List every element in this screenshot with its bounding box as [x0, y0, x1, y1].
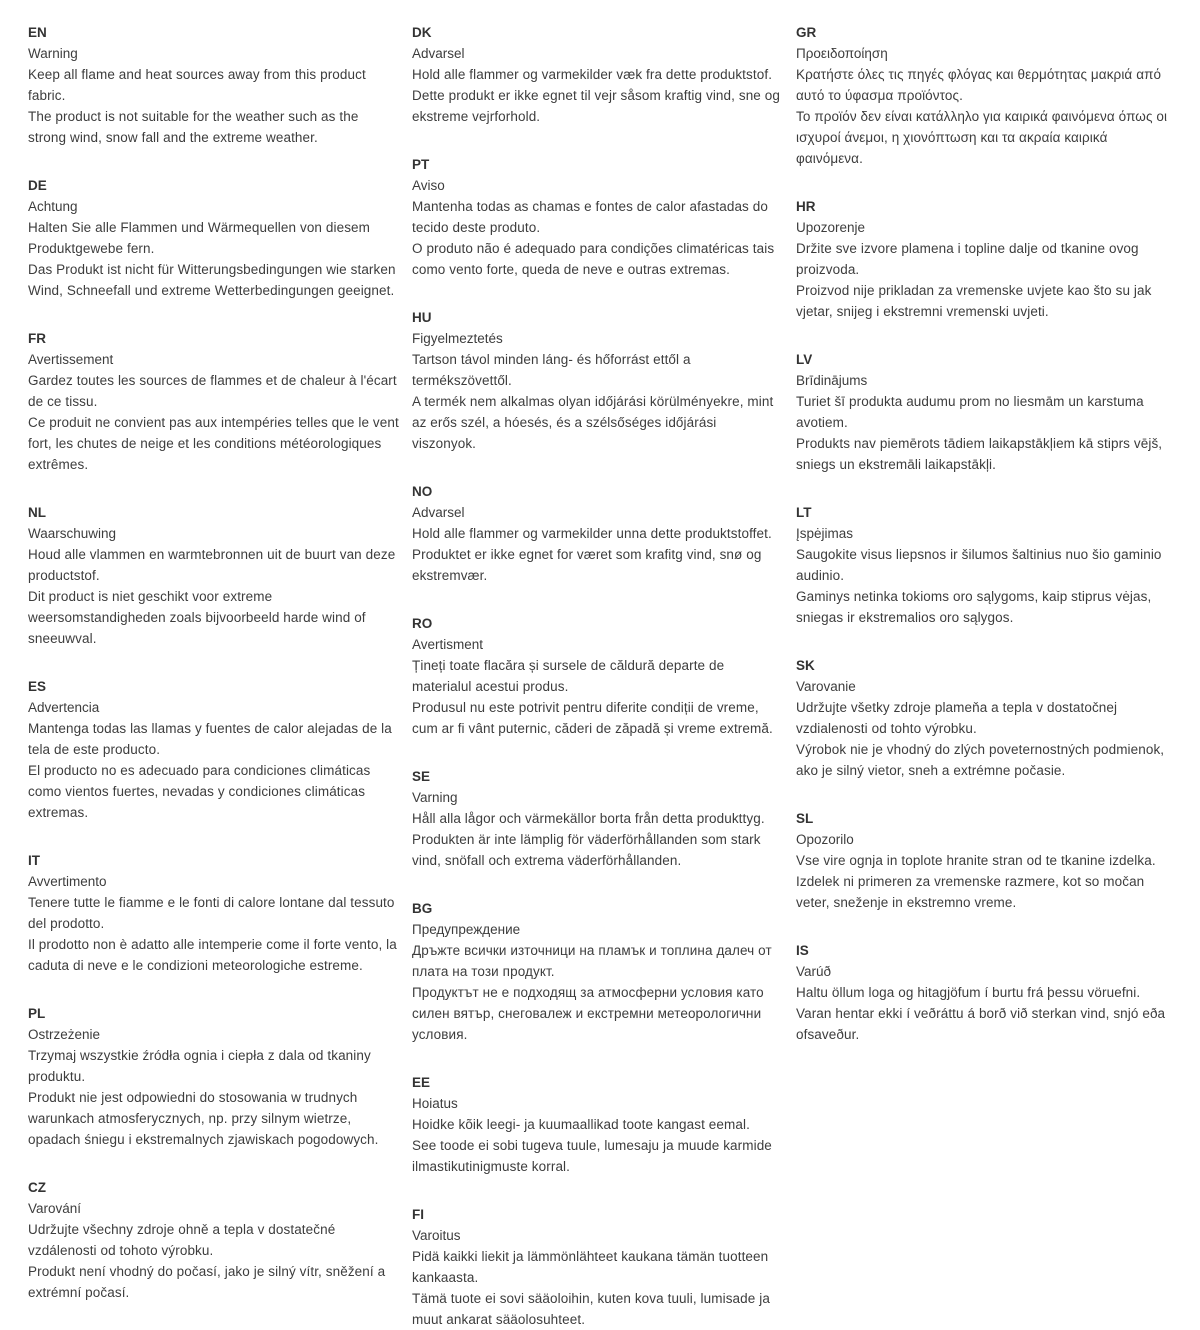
language-code: LT	[796, 505, 812, 520]
language-code: HR	[796, 199, 816, 214]
warning-paragraph: Pidä kaikki liekit ja lämmönlähteet kaukana tämän tuotteen kankaasta.	[412, 1249, 769, 1285]
warning-title: Opozorilo	[796, 832, 854, 847]
language-code: RO	[412, 616, 433, 631]
warning-paragraph: Produktet er ikke egnet for været som krafitg vind, snø og ekstremvær.	[412, 547, 762, 583]
warning-title: Avertissement	[28, 352, 114, 367]
warning-paragraph: Ce produit ne convient pas aux intempéries telles que le vent fort, les chutes de neige et les conditions météorologiques extrêmes.	[28, 415, 399, 472]
language-section-pt	[412, 154, 784, 280]
language-section-gr	[796, 22, 1168, 169]
language-section-de	[28, 175, 400, 301]
language-code: LV	[796, 352, 813, 367]
warning-paragraph: Tenere tutte le fiamme e le fonti di calore lontane dal tessuto del prodotto.	[28, 895, 395, 931]
warning-title: Upozorenje	[796, 220, 866, 235]
warning-paragraph: Hoidke kõik leegi- ja kuumaallikad toote kangast eemal.	[412, 1117, 750, 1132]
warning-paragraph: Продуктът не е подходящ за атмосферни условия като силен вятър, снеговалеж и екстремни метеорологични условия.	[412, 985, 764, 1042]
warning-title: Advertencia	[28, 700, 100, 715]
warning-paragraph: Turiet šī produkta audumu prom no liesmām un karstuma avotiem.	[796, 394, 1144, 430]
warning-title: Avertisment	[412, 637, 484, 652]
warning-paragraph: Proizvod nije prikladan za vremenske uvjete kao što su jak vjetar, snijeg i ekstremni vremenski uvjeti.	[796, 283, 1152, 319]
warning-title: Предупреждение	[412, 922, 521, 937]
language-section-fr	[28, 328, 400, 475]
language-section-sk	[796, 655, 1168, 781]
warning-paragraph: Дръжте всички източници на пламък и топлина далеч от плата на този продукт.	[412, 943, 772, 979]
language-section-fi	[412, 1204, 784, 1330]
warning-paragraph: Hold alle flammer og varmekilder unna dette produktstoffet.	[412, 526, 772, 541]
language-code: DK	[412, 25, 432, 40]
warning-paragraph: Vse vire ognja in toplote hranite stran od te tkanine izdelka.	[796, 853, 1156, 868]
warning-paragraph: Saugokite visus liepsnos ir šilumos šaltinius nuo šio gaminio audinio.	[796, 547, 1162, 583]
warning-paragraph: O produto não é adequado para condições climatéricas tais como vento forte, queda de neve e outras extremas.	[412, 241, 775, 277]
language-code: FI	[412, 1207, 424, 1222]
language-section-ro	[412, 613, 784, 739]
language-code: EN	[28, 25, 47, 40]
warning-title: Hoiatus	[412, 1096, 458, 1111]
language-code: EE	[412, 1075, 431, 1090]
language-section-ee	[412, 1072, 784, 1177]
warning-paragraph: Varan hentar ekki í veðráttu á borð við sterkan vind, snjó eða ofsaveður.	[796, 1006, 1166, 1042]
language-code: FR	[28, 331, 46, 346]
warning-paragraph: Gardez toutes les sources de flammes et de chaleur à l'écart de ce tissu.	[28, 373, 397, 409]
text-column-3	[796, 22, 1168, 1200]
language-section-bg	[412, 898, 784, 1045]
warning-title: Varování	[28, 1201, 82, 1216]
language-section-no	[412, 481, 784, 586]
warning-title: Varúð	[796, 964, 832, 979]
language-code: SK	[796, 658, 815, 673]
warning-title: Προειδοποίηση	[796, 46, 888, 61]
warning-title: Figyelmeztetés	[412, 331, 503, 346]
warning-paragraph: Das Produkt ist nicht für Witterungsbedingungen wie starken Wind, Schneefall und extreme Wetterbedingungen geeignet.	[28, 262, 396, 298]
warning-paragraph: Trzymaj wszystkie źródła ognia i ciepła z dala od tkaniny produktu.	[28, 1048, 371, 1084]
warning-paragraph: Gaminys netinka tokioms oro sąlygoms, kaip stiprus vėjas, sniegas ir ekstremalios oro sąlygos.	[796, 589, 1152, 625]
warning-paragraph: The product is not suitable for the weather such as the strong wind, snow fall and the extreme weather.	[28, 109, 359, 145]
warning-paragraph: See toode ei sobi tugeva tuule, lumesaju ja muude karmide ilmastikutinigmuste korral.	[412, 1138, 772, 1174]
warning-title: Brīdinājums	[796, 373, 868, 388]
warning-paragraph: Mantenha todas as chamas e fontes de calor afastadas do tecido deste produto.	[412, 199, 768, 235]
language-section-es	[28, 676, 400, 823]
warning-title: Aviso	[412, 178, 445, 193]
warning-title: Varoitus	[412, 1228, 461, 1243]
language-section-hu	[412, 307, 784, 454]
language-section-se	[412, 766, 784, 871]
warning-paragraph: Mantenga todas las llamas y fuentes de calor alejadas de la tela de este producto.	[28, 721, 392, 757]
warning-paragraph: Țineți toate flacăra și sursele de căldură departe de materialul acestui produs.	[412, 658, 725, 694]
language-code: IS	[796, 943, 809, 958]
warning-paragraph: Dit product is niet geschikt voor extreme weersomstandigheden zoals bijvoorbeeld harde wind of sneeuwval.	[28, 589, 366, 646]
warning-paragraph: Håll alla lågor och värmekällor borta från detta produkttyg.	[412, 811, 765, 826]
warning-title: Advarsel	[412, 46, 465, 61]
language-section-lt	[796, 502, 1168, 628]
language-section-pl	[28, 1003, 400, 1150]
warning-paragraph: Halten Sie alle Flammen und Wärmequellen von diesem Produktgewebe fern.	[28, 220, 371, 256]
warning-title: Waarschuwing	[28, 526, 117, 541]
warning-paragraph: Produkten är inte lämplig för väderförhållanden som stark vind, snöfall och extrema väderförhållanden.	[412, 832, 761, 868]
warning-paragraph: Dette produkt er ikke egnet til vejr såsom kraftig vind, sne og ekstreme vejrforhold.	[412, 88, 780, 124]
warning-paragraph: Udržujte všetky zdroje plameňa a tepla v dostatočnej vzdialenosti od tohto výrobku.	[796, 700, 1118, 736]
language-code: NO	[412, 484, 433, 499]
warning-paragraph: Haltu öllum loga og hitagjöfum í burtu frá þessu vöruefni.	[796, 985, 1141, 1000]
warning-title: Achtung	[28, 199, 78, 214]
warning-paragraph: Το προϊόν δεν είναι κατάλληλο για καιρικά φαινόμενα όπως οι ισχυροί άνεμοι, η χιονόπτωση και τα ακραία καιρικά φαινόμενα.	[796, 109, 1168, 166]
warning-paragraph: Keep all flame and heat sources away from this product fabric.	[28, 67, 366, 103]
warning-paragraph: Il prodotto non è adatto alle intemperie come il forte vento, la caduta di neve e le condizioni meteorologiche estreme.	[28, 937, 397, 973]
warning-paragraph: Tartson távol minden láng- és hőforrást ettől a termékszövettől.	[412, 352, 691, 388]
warning-title: Ostrzeżenie	[28, 1027, 101, 1042]
language-code: SE	[412, 769, 431, 784]
text-column-2	[412, 22, 784, 1327]
language-code: ES	[28, 679, 47, 694]
warning-paragraph: Produsul nu este potrivit pentru diferite condiții de vreme, cum ar fi vânt puternic, căderi de zăpadă și vreme extremă.	[412, 700, 773, 736]
warning-paragraph: Houd alle vlammen en warmtebronnen uit de buurt van deze productstof.	[28, 547, 396, 583]
language-section-hr	[796, 196, 1168, 322]
language-section-dk	[412, 22, 784, 127]
warning-paragraph: El producto no es adecuado para condiciones climáticas como vientos fuertes, nevadas y condiciones climáticas extremas.	[28, 763, 371, 820]
language-section-nl	[28, 502, 400, 649]
warning-paragraph: Produkt nie jest odpowiedni do stosowania w trudnych warunkach atmosferycznych, np. przy silnym wietrze, opadach śniegu i ekstremalnych zjawiskach pogodowych.	[28, 1090, 379, 1147]
warning-title: Varovanie	[796, 679, 856, 694]
warning-paragraph: Udržujte všechny zdroje ohně a tepla v dostatečné vzdálenosti od tohoto výrobku.	[28, 1222, 336, 1258]
warning-paragraph: A termék nem alkalmas olyan időjárási körülményekre, mint az erős szél, a hóesés, és a szélsőséges időjárási viszonyok.	[412, 394, 774, 451]
language-section-lv	[796, 349, 1168, 475]
warning-paragraph: Produkts nav piemērots tādiem laikapstākļiem kā stiprs vējš, sniegs un ekstremāli laikapstākļi.	[796, 436, 1163, 472]
language-section-it	[28, 850, 400, 976]
warning-title: Varning	[412, 790, 458, 805]
warning-title: Advarsel	[412, 505, 465, 520]
language-code: PT	[412, 157, 430, 172]
language-code: IT	[28, 853, 40, 868]
language-code: GR	[796, 25, 817, 40]
language-code: NL	[28, 505, 46, 520]
language-code: DE	[28, 178, 47, 193]
warning-title: Warning	[28, 46, 78, 61]
warning-paragraph: Výrobok nie je vhodný do zlých poveternostných podmienok, ako je silný vietor, sneh a extrémne počasie.	[796, 742, 1165, 778]
language-code: HU	[412, 310, 432, 325]
warning-paragraph: Tämä tuote ei sovi sääoloihin, kuten kova tuuli, lumisade ja muut ankarat sääolosuhteet.	[412, 1291, 770, 1327]
warning-title: Avvertimento	[28, 874, 107, 889]
language-code: PL	[28, 1006, 46, 1021]
language-section-sl	[796, 808, 1168, 913]
text-column-1	[28, 22, 400, 1300]
language-section-cz	[28, 1177, 400, 1303]
language-section-is	[796, 940, 1168, 1045]
language-code: SL	[796, 811, 814, 826]
warning-paragraph: Hold alle flammer og varmekilder væk fra dette produktstof.	[412, 67, 773, 82]
language-section-en	[28, 22, 400, 148]
warning-paragraph: Produkt není vhodný do počasí, jako je silný vítr, sněžení a extrémní počasí.	[28, 1264, 386, 1300]
language-code: BG	[412, 901, 433, 916]
warning-title: Įspėjimas	[796, 526, 854, 541]
language-code: CZ	[28, 1180, 46, 1195]
warning-paragraph: Κρατήστε όλες τις πηγές φλόγας και θερμότητας μακριά από αυτό το ύφασμα προϊόντος.	[796, 67, 1162, 103]
warning-paragraph: Držite sve izvore plamena i topline dalje od tkanine ovog proizvoda.	[796, 241, 1139, 277]
warning-paragraph: Izdelek ni primeren za vremenske razmere, kot so močan veter, sneženje in ekstremno vreme.	[796, 874, 1145, 910]
